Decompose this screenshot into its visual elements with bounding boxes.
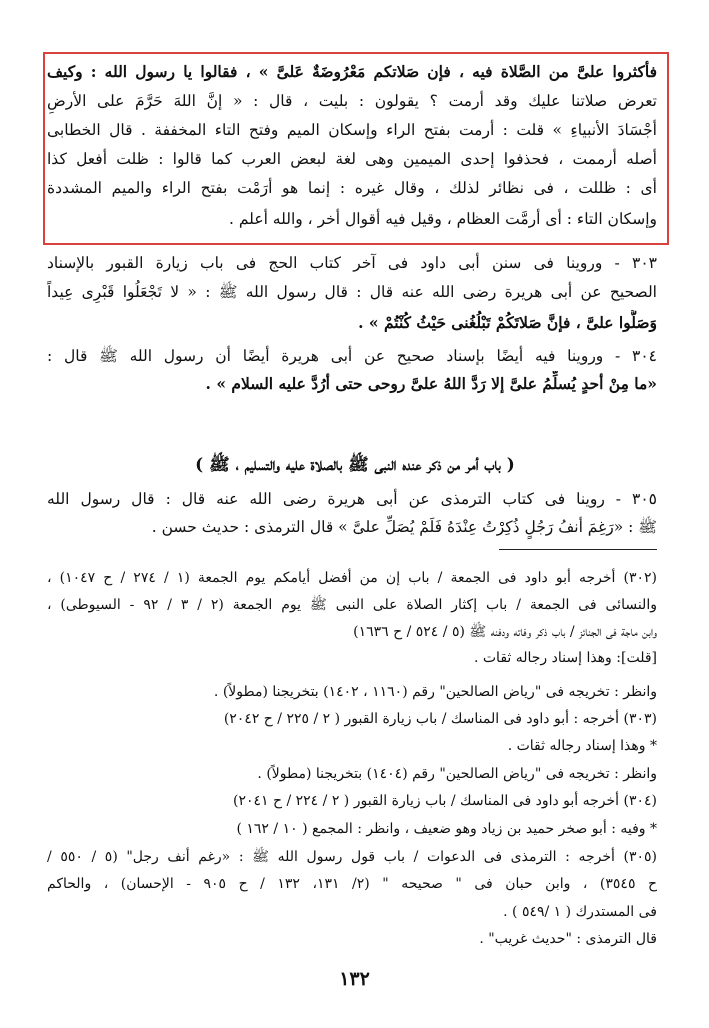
footnote-line: * وفيه : أبو صخر حميد بن زياد وهو ضعيف ، وانظر : المجمع ( ١٠ / ١٦٢ ) <box>236 821 657 837</box>
highlight-line: أى : ظللت ، فى نظائر لذلك ، وقال غيره : إنما هو أرَمْت بفتح الراء والميم المشددة <box>47 179 657 197</box>
footnote-line: فى المستدرك ( ١ /٥٤٩ ) . <box>503 904 657 920</box>
footnote-line: وانظر : تخريجه فى "رياض الصالحين" رقم (١١٦٠ ، ١٤٠٢) بتخريجنا (مطولاً) . <box>213 684 657 700</box>
footnote-line: قال الترمذى : "حديث غريب" . <box>479 931 657 947</box>
hadith-304-line: «ما مِنْ أحدٍ يُسلِّمُ علىَّ إلا رَدَّ اللهُ علىَّ روحى حتى أرُدَّ عليه السلام » . <box>205 374 657 393</box>
hadith-303-line: وَصَلُّوا علىَّ ، فإنَّ صَلاتَكُمْ تَبْلُغُنى حَيْثُ كُنْتُمْ » . <box>358 313 657 332</box>
footnote-line: * وهذا إسناد رجاله ثقات . <box>507 738 657 754</box>
footnote-separator <box>499 549 657 550</box>
hadith-304-line: ٣٠٤ - وروينا فيه أيضًا بإسناد صحيح عن أبى هريرة أيضًا أن رسول الله ﷺ قال : <box>47 347 657 365</box>
hadith-303-line: الصحيح عن أبى هريرة رضى الله عنه قال : قال رسول الله ﷺ : « لا تَجْعَلُوا قَبْرِى عِيداً <box>47 283 657 301</box>
highlight-line: أجْسَادَ الأنبياءِ » قلت : أرمت بفتح الراء وإسكان الميم وفتح التاء المخففة . قال الخطابى <box>47 121 657 139</box>
highlight-line: وإسكان التاء : أى أرمَّت العظام ، وقيل فيه أقوال أخر ، والله أعلم . <box>229 210 657 228</box>
page-number: ١٣٢ <box>339 968 370 990</box>
highlight-line: أصله أرممت ، فحذفوا إحدى الميمين وهى لغة لبعض العرب كما قالوا : ظلت أفعل كذا <box>47 150 657 168</box>
footnote-line: (٣٠٣) أخرجه : أبو داود فى المناسك / باب زيارة القبور ( ٢ / ٢٢٥ / ح ٢٠٤٢) <box>223 711 657 727</box>
hadith-305-line: ﷺ : «رَغِمَ أنفُ رَجُلٍ ذُكِرْتُ عِنْدَهُ فَلَمْ يُصَلِّ علىَّ » قال الترمذى : حديث حسن . <box>151 518 657 536</box>
footnote-line: والنسائى فى الجمعة / باب إكثار الصلاة على النبى ﷺ يوم الجمعة (٢ / ٣ / ٩٢ - السيوطى) ، <box>47 597 657 613</box>
hadith-303-line: ٣٠٣ - وروينا فى سنن أبى داود فى آخر كتاب الحج فى باب زيارة القبور بالإسناد <box>47 254 657 272</box>
highlight-line: فأكثروا علىَّ من الصَّلاة فيه ، فإن صَلاتكم مَعْرُوضَةٌ عَلىَّ » ، فقالوا يا رسول الله : وكيف <box>47 62 657 81</box>
footnote-line: (٣٠٢) أخرجه أبو داود فى الجمعة / باب إن من أفضل أيامكم يوم الجمعة (١ / ٢٧٤ / ح ١٠٤٧) ، <box>47 570 657 586</box>
footnote-line: ح ٣٥٤٥) ، وابن حبان فى " صحيحه " (٢/ ١٣١، ١٣٢ / ح ٩٠٥ - الإحسان) ، والحاكم <box>47 876 657 892</box>
section-heading: ( باب أمر من ذكر عنده النبى ﷺ بالصلاة عليه والتسليم ، ﷺ ) <box>195 455 515 475</box>
footnote-line: وانظر : تخريجه فى "رياض الصالحين" رقم (١٤٠٤) بتخريجنا (مطولاً) . <box>257 766 657 782</box>
footnote-line: وابن ماجة فى الجنائز / باب ذكر وفاته ودفنه ﷺ (٥ / ٥٢٤ / ح ١٦٣٦) <box>353 624 657 640</box>
highlight-line: تعرض صلاتنا عليك وقد أرمت ؟ يقولون : بليت ، قال : « إنَّ اللهَ حَرَّمَ على الأرضِ <box>47 92 657 110</box>
hadith-305-line: ٣٠٥ - روينا فى كتاب الترمذى عن أبى هريرة رضى الله عنه قال : قال رسول الله <box>47 490 657 508</box>
footnote-line: (٣٠٤) أخرجه أبو داود فى المناسك / باب زيارة القبور ( ٢ / ٢٢٤ / ح ٢٠٤١) <box>232 793 657 809</box>
footnote-line: [قلت]: وهذا إسناد رجاله ثقات . <box>473 650 657 666</box>
footnote-line: (٣٠٥) أخرجه : الترمذى فى الدعوات / باب قول رسول الله ﷺ : «رغم أنف رجل" (٥ / ٥٥٠ / <box>47 849 657 865</box>
